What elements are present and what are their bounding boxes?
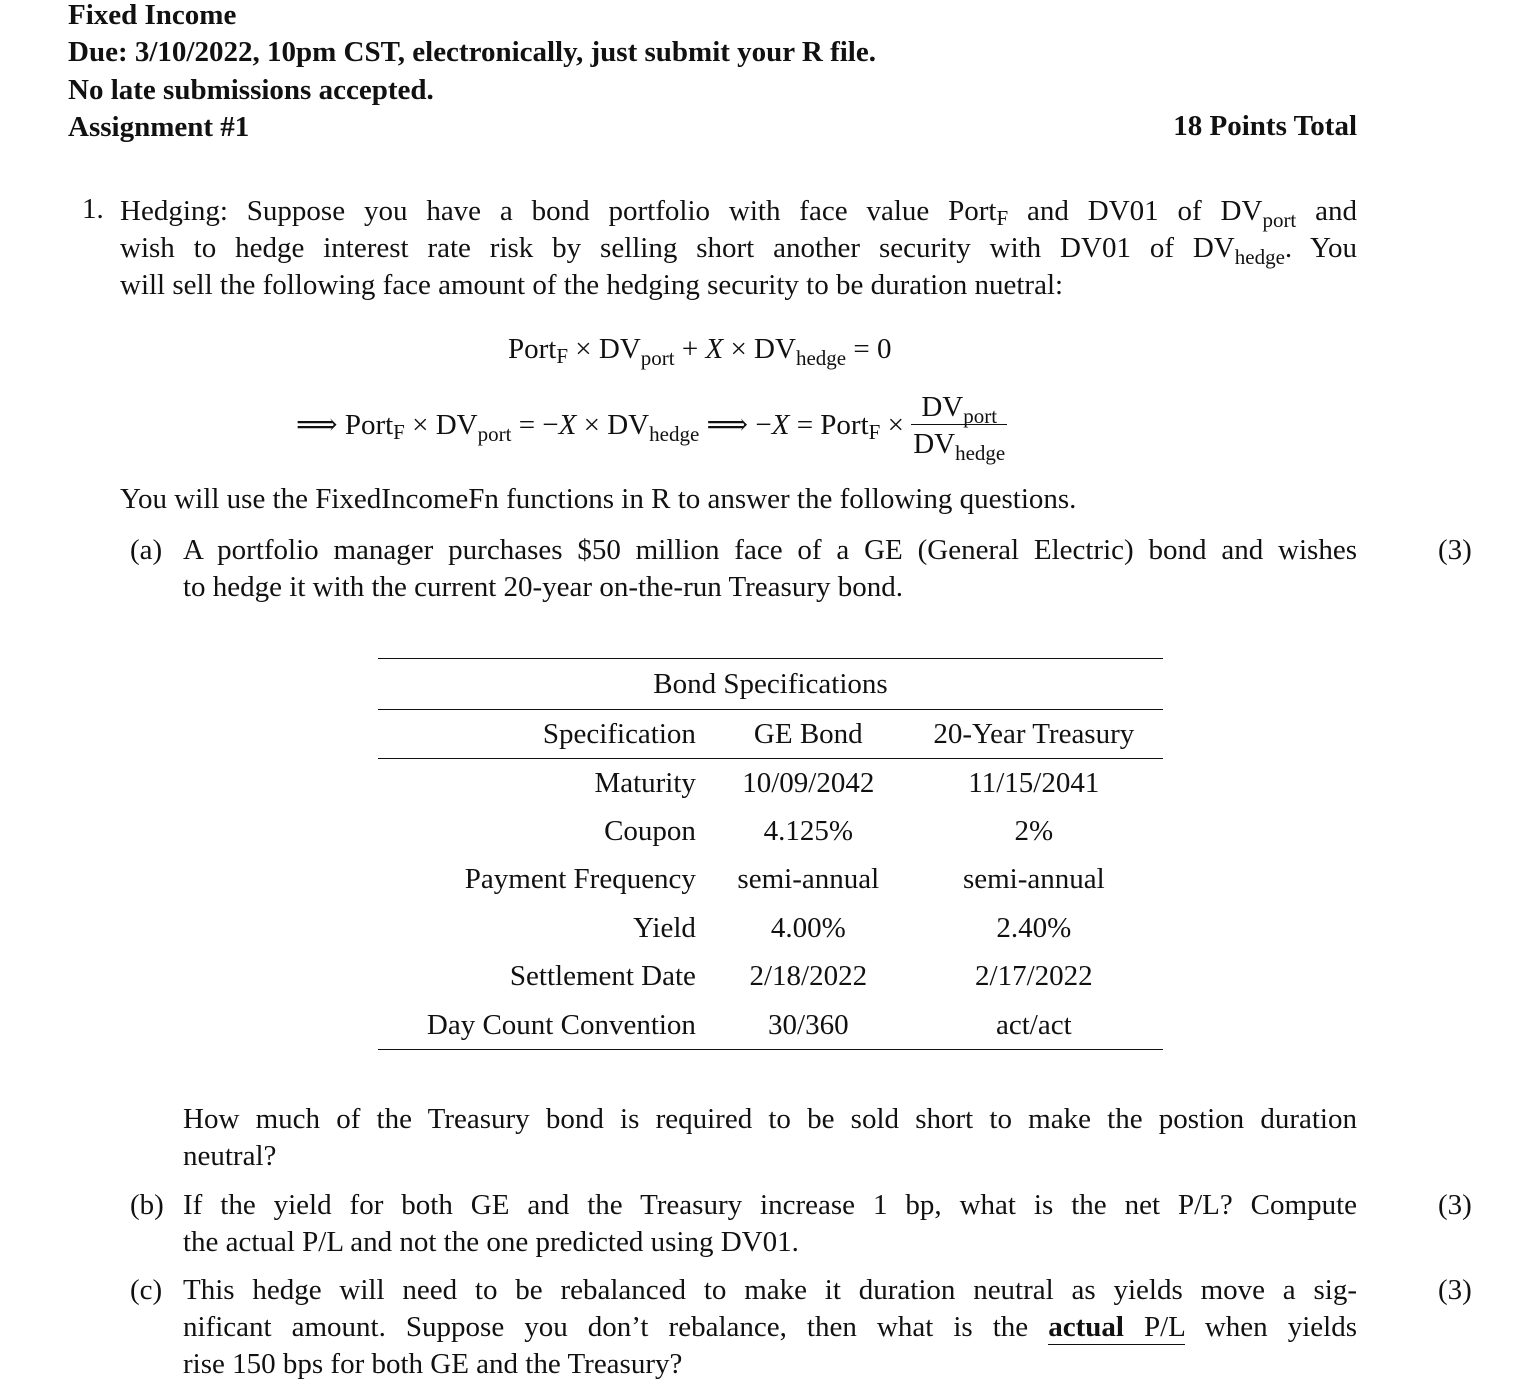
problem-number: 1.	[82, 193, 104, 225]
header-ge-bond: GE Bond	[712, 710, 905, 759]
part-b-label: (b)	[130, 1189, 164, 1221]
table-caption: Bond Specifications	[378, 659, 1163, 710]
due-date: Due: 3/10/2022, 10pm CST, electronically, just submit your R file.	[68, 36, 876, 68]
table-row: Yield 4.00% 2.40%	[633, 911, 1072, 944]
actual-emphasis: actual P/L	[1048, 1311, 1185, 1343]
part-a-label: (a)	[130, 534, 163, 566]
assignment-page: Fixed Income Due: 3/10/2022, 10pm CST, electronically, just submit your R file. No late submissions accepted. Assignment #1 18 Points Total 1. Hedging: Suppose you have a bond portfolio with face value Port$_F$ and DV01 of $DV_{port}$ and wish to hedge interest rate risk by selling short another security with DV01 of $DV_{hedge}$. You will sell the following face amount of the hedging security to be duration nuetral: Port$_F$ × $DV_{port} + X \times DV_{hedge} = 0$ ⟹ Port$_F$ × $DV_{port} = -X \times DV_{hedge}$ ⟹ −X = Port$_F$ × $\frac{DV_{port}}{DV_{hedge}}$ You will use the FixedIncomeFn functions in R to answer the following questions. (a) A portfolio manager purchases $50 million face of a GE (General Electric) bond and wishes to hedge it with the current 20-year on-the-run Treasury bond. (3) Bond Specifications Specification GE Bond 20-Year Treasury Maturity 10/09/2042 11/15/2041 Coupon 4.125% 2% Payment Frequency semi-annual semi-annual Yield 4.00% 2.40% Settlement Date 2/18/2022 2/17/2022 Day Count Convention 30/360 act/act How much of the Treasury bond is required to be sold short to make the postion duration neutral? (b) If the yield for both GE and the Treasury increase 1 bp, what is the net P/L? Compute the actual P/L and not the one predicted using DV01. (3) (c) This hedge will need to be rebalanced to make it duration neutral as yields move a sig- nificant amount. Suppose you don’t rebalance, then what is the actual P/L when yields rise 150 bps for both GE and the Treasury? (3)	[0, 0, 1516, 1394]
part-b-text: If the yield for both GE and the Treasury increase 1 bp, what is the net P/L? Compute the actual P/L and not the one predicted using DV01.	[183, 1189, 1357, 1258]
bond-spec-table	[378, 658, 1163, 1050]
header-treasury: 20-Year Treasury	[905, 710, 1163, 759]
equation-2: ⟹ Port$_F$ × $DV_{port} = -X \times DV_{hedge}$ ⟹ −X = Port$_F$ × $\frac{DV_{port}}{DV_{hedge}}$	[296, 391, 1006, 465]
course-title: Fixed Income	[68, 0, 237, 31]
part-a-text: A portfolio manager purchases $50 million face of a GE (General Electric) bond and wishes to hedge it with the current 20-year on-the-run Treasury bond.	[183, 534, 1357, 603]
table-row: Coupon 4.125% 2%	[604, 815, 1054, 848]
points-total: 18 Points Total	[1173, 110, 1357, 142]
table-row: Day Count Convention 30/360 act/act	[378, 1001, 1163, 1050]
part-b-points: (3)	[1438, 1189, 1472, 1221]
table-row: Maturity 10/09/2042 11/15/2041	[594, 766, 1100, 799]
part-c-text: This hedge will need to be rebalanced to make it duration neutral as yields move a sig- nificant amount. Suppose you don’t rebalance, then what is the actual P/L when yields rise 150 bps for both GE and the Treasury?	[183, 1274, 1358, 1380]
table-row: Settlement Date 2/18/2022 2/17/2022	[509, 960, 1093, 993]
equation-1: Port$_F$ × $DV_{port} + X \times DV_{hedge} = 0$	[508, 333, 892, 370]
part-a-points: (3)	[1438, 534, 1472, 566]
part-c-label: (c)	[130, 1274, 163, 1306]
r-functions-note: You will use the FixedIncomeFn functions in R to answer the following questions.	[120, 483, 1077, 515]
late-policy: No late submissions accepted.	[68, 74, 434, 106]
hedge-ratio-fraction: $\frac{DV_{port}}{DV_{hedge}}$	[913, 391, 1006, 465]
assignment-number: Assignment #1	[68, 111, 250, 143]
problem-intro: Hedging: Suppose you have a bond portfolio with face value Port$_F$ and DV01 of $DV_{port}$ and wish to hedge interest rate risk by selling short another security with DV01 of $DV_{hedge}$. You will sell the following face amount of the hedging security to be duration nuetral:	[120, 195, 1358, 301]
table-row: Payment Frequency semi-annual semi-annual	[464, 863, 1105, 896]
part-c-points: (3)	[1438, 1274, 1472, 1306]
header-specification: Specification	[378, 710, 712, 759]
